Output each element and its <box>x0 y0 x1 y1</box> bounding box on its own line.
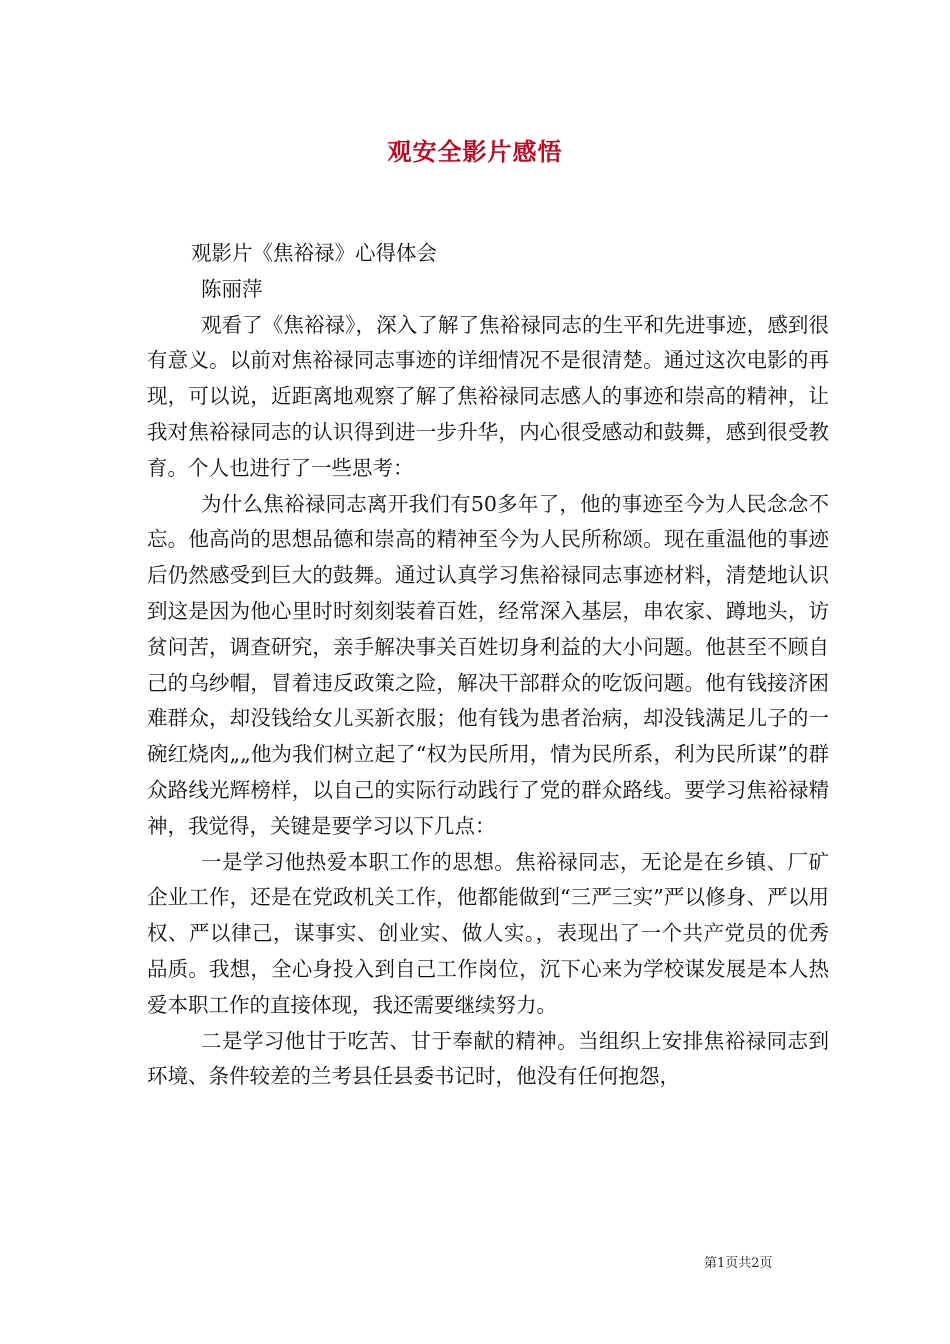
paragraph-3: 一是学习他热爱本职工作的思想。焦裕禄同志，无论是在乡镇、厂矿企业工作，还是在党政机关工作，他都能做到“三严三实”严以修身、严以用权、严以律己，谋事实、创业实、做人实。，表现出了一个共产党员的优秀品质。我想，全心身投入到自己工作岗位，沉下心来为学校谋发展是本人热爱本职工作的直接体现，我还需要继续努力。 <box>147 849 829 1017</box>
paragraph-4: 二是学习他甘于吃苦、甘于奉献的精神。当组织上安排焦裕禄同志到环境、条件较差的兰考县任县委书记时，他没有任何抱怨， <box>147 1028 829 1089</box>
page-number: 第1页共2页 <box>704 1256 773 1271</box>
document-subtitle: 观影片《焦裕禄》心得体会 <box>191 241 437 265</box>
document-title: 观安全影片感悟 <box>387 137 563 166</box>
document-author: 陈丽萍 <box>201 276 263 301</box>
document-body <box>147 236 829 1095</box>
paragraph-1: 观看了《焦裕禄》，深入了解了焦裕禄同志的生平和先进事迹，感到很有意义。以前对焦裕禄同志事迹的详细情况不是很清楚。通过这次电影的再现，可以说，近距离地观察了解了焦裕禄同志感人的事迹和崇高的精神，让我对焦裕禄同志的认识得到进一步升华，内心很受感动和鼓舞，感到很受教育。个人也进行了一些思考： <box>147 312 829 480</box>
paragraph-2: 为什么焦裕禄同志离开我们有50多年了，他的事迹至今为人民念念不忘。他高尚的思想品德和崇高的精神至今为人民所称颂。现在重温他的事迹后仍然感受到巨大的鼓舞。通过认真学习焦裕禄同志事迹材料，清楚地认识到这是因为他心里时时刻刻装着百姓，经常深入基层，串农家、蹲地头，访贫问苦，调查研究，亲手解决事关百姓切身利益的大小问题。他甚至不顾自己的乌纱帽，冒着违反政策之险，解决干部群众的吃饭问题。他有钱接济困难群众，却没钱给女儿买新衣服；他有钱为患者治病，却没钱满足儿子的一碗红烧肉„„他为我们树立起了“权为民所用，情为民所系，利为民所谋”的群众路线光辉榜样，以自己的实际行动践行了党的群众路线。要学习焦裕禄精神，我觉得，关键是要学习以下几点： <box>147 491 829 838</box>
